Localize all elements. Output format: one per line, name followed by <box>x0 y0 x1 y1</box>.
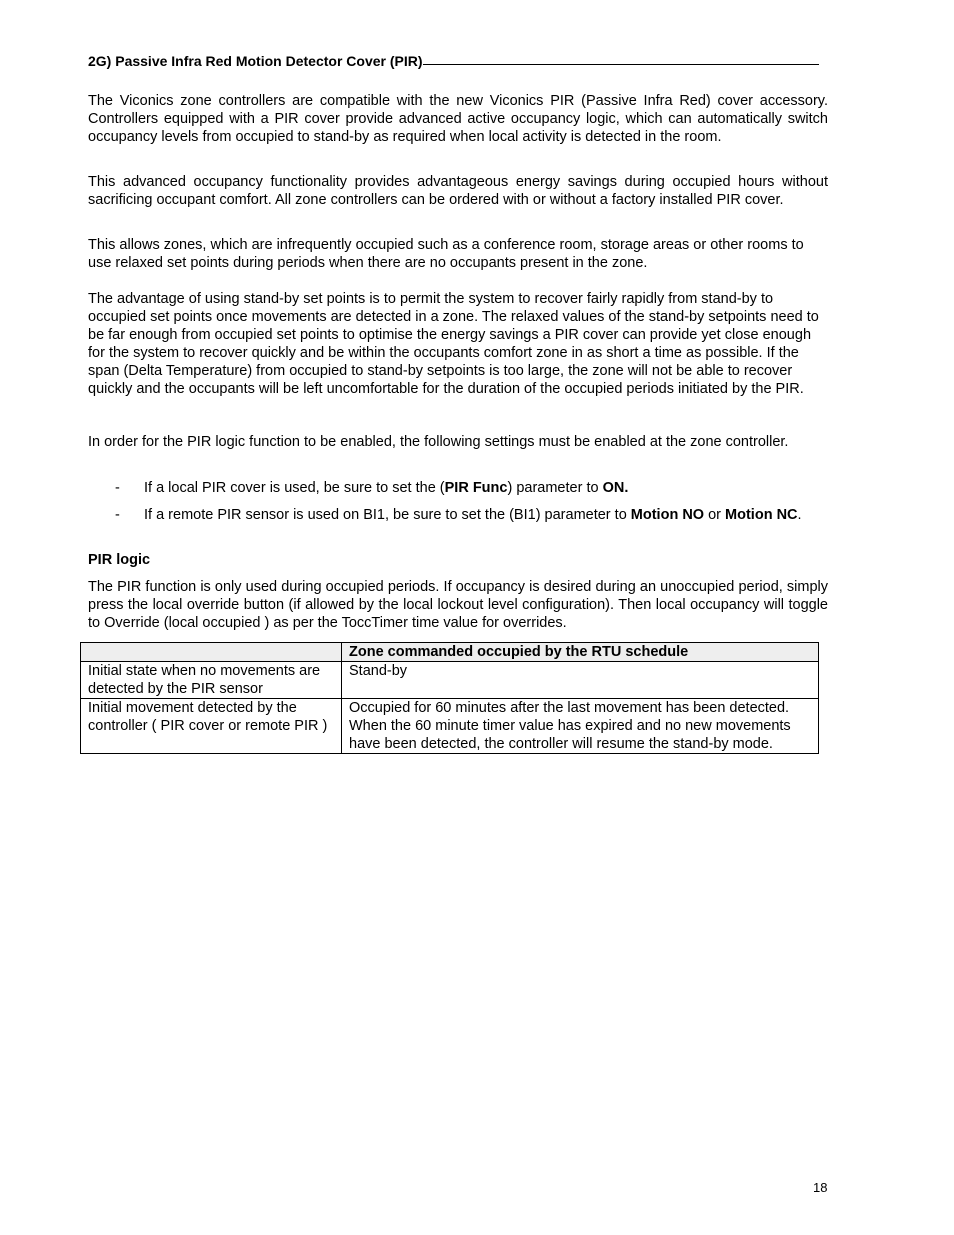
section-heading: 2G) Passive Infra Red Motion Detector Cover (PIR) <box>88 53 423 69</box>
subheading-pir-logic: PIR logic <box>88 552 151 568</box>
heading-rule <box>423 64 819 65</box>
bullet-text-part: If a local PIR cover is used, be sure to set the ( <box>144 480 445 496</box>
table-cell-condition: Initial state when no movements are detected by the PIR sensor <box>81 662 342 699</box>
bullet-remote-pir <box>115 506 828 524</box>
bullet-text <box>144 506 828 524</box>
bullet-dash: - <box>115 480 120 496</box>
value-motion-nc: Motion NC <box>725 507 798 523</box>
bullet-dash: - <box>115 507 120 523</box>
paragraph-standby-advantage: The advantage of using stand-by set points is to permit the system to recover fairly rapidly from stand-by to occupied set points once movements are detected in a zone. The relaxed values of the stand-by setpoints need to be far enough from occupied set points to optimise the energy savings a PIR cover can provide yet close enough for the system to recover quickly and be within the occupants comfort zone in as short a time as possible. If the span (Delta Temperature) from occupied to stand-by setpoints is too large, the zone will not be able to recover quickly and the occupants will be left uncomfortable for the duration of the occupied periods initiated by the PIR. <box>88 291 819 397</box>
table-header-zone-commanded: Zone commanded occupied by the RTU schedule <box>342 643 819 662</box>
paragraph-relaxed-setpoints: This allows zones, which are infrequently occupied such as a conference room, storage areas or other rooms to use relaxed set points during periods when there are no occupants present in the zone. <box>88 237 804 271</box>
value-motion-no: Motion NO <box>630 507 705 523</box>
table-cell-result: Stand-by <box>342 662 819 699</box>
page-number: 18 <box>813 1180 828 1195</box>
paragraph-enable-settings: In order for the PIR logic function to be enabled, the following settings must be enabled at the zone controller. <box>88 434 789 450</box>
bullet-text-part: If a remote PIR sensor is used on BI1, be sure to set the (BI1) parameter to <box>144 507 631 523</box>
param-pir-func: PIR Func <box>444 480 508 496</box>
pir-logic-table <box>80 642 819 754</box>
table-row <box>81 699 819 754</box>
paragraph-energy-savings: This advanced occupancy functionality provides advantageous energy savings during occupied hours without sacrificing occupant comfort. All zone controllers can be ordered with or without a factory installed PIR cover. <box>88 174 828 208</box>
paragraph-pir-logic: The PIR function is only used during occupied periods. If occupancy is desired during an unoccupied period, simply press the local override button (if allowed by the local lockout level configuration). Then local occupancy will toggle to Override (local occupied ) as per the ToccTimer time value for overrides. <box>88 579 828 631</box>
bullet-text-part: ) parameter to <box>507 480 603 496</box>
table-cell-condition: Initial movement detected by the controller ( PIR cover or remote PIR ) <box>81 699 342 754</box>
bullet-local-pir <box>115 479 828 497</box>
bullet-text <box>144 479 828 497</box>
table-header-row <box>81 643 819 662</box>
paragraph-intro: The Viconics zone controllers are compatible with the new Viconics PIR (Passive Infra Red) cover accessory. Controllers equipped with a PIR cover provide advanced active occupancy logic, which can automatically switch occupancy levels from occupied to stand-by as required when local activity is detected in the room. <box>88 93 828 145</box>
bullet-text-part: or <box>704 507 726 523</box>
table-cell-result: Occupied for 60 minutes after the last movement has been detected. When the 60 minute timer value has expired and no new movements have been detected, the controller will resume the stand-by mode. <box>342 699 819 754</box>
table-header-empty <box>81 643 342 662</box>
section-heading-row <box>88 52 819 70</box>
table-row <box>81 662 819 699</box>
value-on: ON. <box>602 480 629 496</box>
bullet-text-part: . <box>797 507 802 523</box>
